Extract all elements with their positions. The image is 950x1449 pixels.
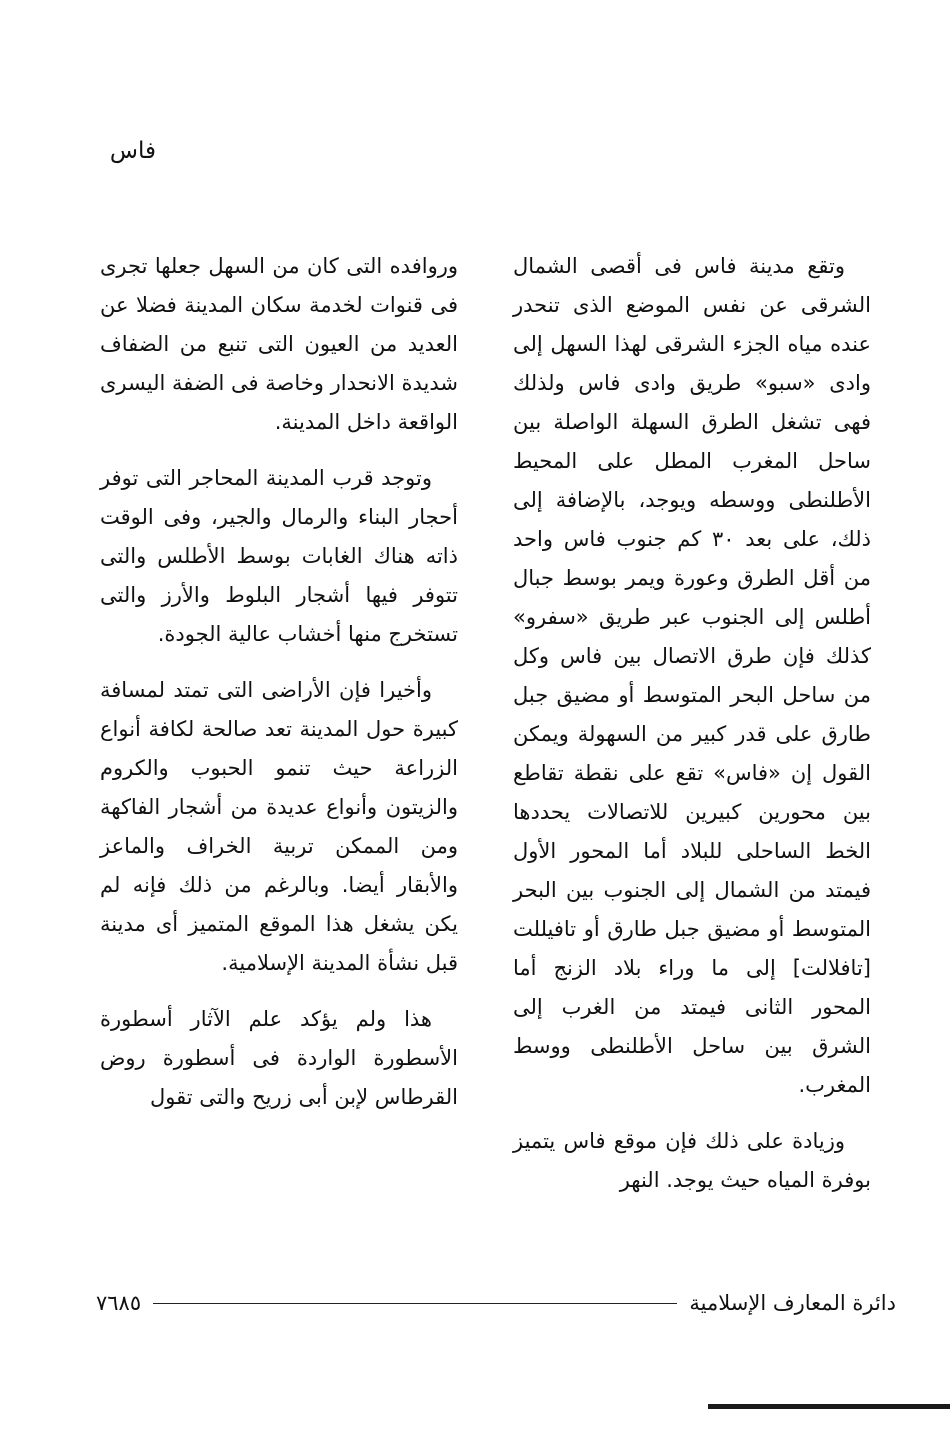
bottom-rule — [708, 1404, 950, 1409]
paragraph: وتقع مدينة فاس فى أقصى الشمال الشرقى عن نفس الموضع الذى تنحدر عنده مياه الجزء الشرقى لهذا السهل إلى وادى «سبو» طريق وادى فاس ولذلك فهى تشغل الطرق السهلة الواصلة بين ساحل المغرب المطل على المحيط الأطلنطى ووسطه ويوجد، بالإضافة إلى ذلك، على بعد ٣٠ كم جنوب فاس واحد من أقل الطرق وعورة ويمر بوسط جبال أطلس إلى الجنوب عبر طريق «سفرو» كذلك فإن طرق الاتصال بين فاس وكل من ساحل البحر المتوسط أو مضيق جبل طارق على قدر كبير من السهولة ويمكن القول إن «فاس» تقع على نقطة تقاطع بين محورين كبيرين للاتصالات يحددها الخط الساحلى للبلاد أما المحور الأول فيمتد من الشمال إلى الجنوب بين البحر المتوسط أو مضيق جبل طارق أو تافيللت [تافلالت] إلى ما وراء بلاد الزنج أما المحور الثانى فيمتد من الغرب إلى الشرق بين ساحل الأطلنطى ووسط المغرب. — [513, 254, 871, 1097]
page-number: ٧٦٨٥ — [96, 1291, 142, 1315]
paragraph: هذا ولم يؤكد علم الآثار أسطورة الأسطورة الواردة فى أسطورة روض القرطاس لإبن أبى زريح والتى تقول — [100, 1007, 458, 1109]
paragraph: وأخيرا فإن الأراضى التى تمتد لمسافة كبيرة حول المدينة تعد صالحة لكافة أنواع الزراعة حيث تنمو الحبوب والكروم والزيتون وأنواع عديدة من أشجار الفاكهة ومن الممكن تربية الخراف والماعز والأبقار أيضا. وبالرغم من ذلك فإنه لم يكن يشغل هذا الموقع المتميز أى مدينة قبل نشأة المدينة الإسلامية. — [100, 678, 458, 975]
right-column — [513, 247, 871, 1217]
footer-source-title: دائرة المعارف الإسلامية — [689, 1291, 896, 1315]
paragraph: وتوجد قرب المدينة المحاجر التى توفر أحجار البناء والرمال والجير، وفى الوقت ذاته هناك الغابات بوسط الأطلس والتى تتوفر فيها أشجار البلوط والأرز والتى تستخرج منها أخشاب عالية الجودة. — [100, 466, 458, 646]
left-column — [100, 247, 458, 1134]
paragraph: وزيادة على ذلك فإن موقع فاس يتميز بوفرة المياه حيث يوجد. النهر — [513, 1129, 871, 1192]
page-footer — [96, 1288, 896, 1318]
running-header-title: فاس — [109, 138, 156, 164]
footer-divider — [153, 1303, 677, 1304]
paragraph: وروافده التى كان من السهل جعلها تجرى فى قنوات لخدمة سكان المدينة فضلا عن العديد من العيون التى تنبع من الضفاف شديدة الانحدار وخاصة فى الضفة اليسرى الواقعة داخل المدينة. — [100, 254, 458, 434]
